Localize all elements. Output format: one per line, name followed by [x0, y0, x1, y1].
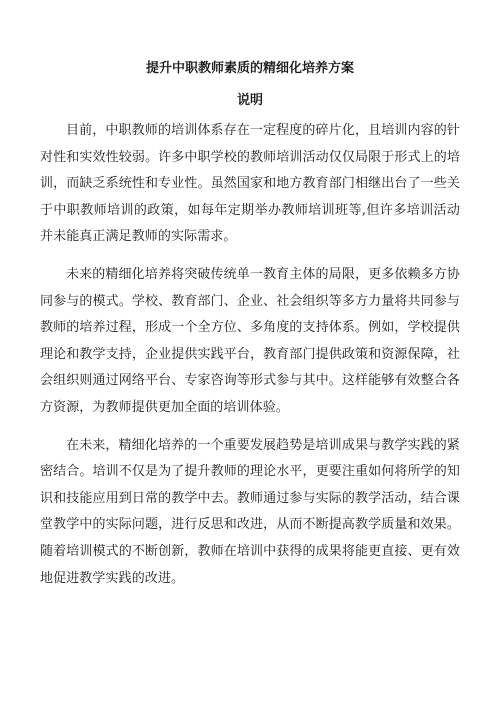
paragraph-1: 目前，中职教师的培训体系存在一定程度的碎片化，且培训内容的针对性和实效性较弱。许多中职学校的教师培训活动仅仅局限于形式上的培训，而缺乏系统性和专业性。虽然国家和地方教育部门相继出台了一些关于中职教师培训的政策，如每年定期举办教师培训班等,但许多培训活动并未能真正满足教师的实际需求。 [40, 123, 460, 245]
paragraph-2: 未来的精细化培养将突破传统单一教育主体的局限，更多依赖多方协同参与的模式。学校、教育部门、企业、社会组织等多方力量将共同参与教师的培养过程，形成一个全方位、多角度的支持体系。例如，学校提供理论和教学支持，企业提供实践平台，教育部门提供政策和资源保障，社会组织则通过网络平台、专家咨询等形式参与其中。这样能够有效整合各方资源，为教师提供更加全面的培训体验。 [40, 266, 460, 415]
paragraph-3: 在未来，精细化培养的一个重要发展趋势是培训成果与教学实践的紧密结合。培训不仅是为了提升教师的理论水平，更要注重如何将所学的知识和技能应用到日常的教学中去。教师通过参与实际的教学活动，结合课堂教学中的实际问题，进行反思和改进，从而不断提高教学质量和效果。随着培训模式的不断创新，教师在培训中获得的成果将能更直接、更有效地促进教学实践的改进。 [40, 437, 460, 586]
section-heading: 说明 [236, 93, 263, 108]
document-title: 提升中职教师素质的精细化培养方案 [145, 61, 354, 76]
